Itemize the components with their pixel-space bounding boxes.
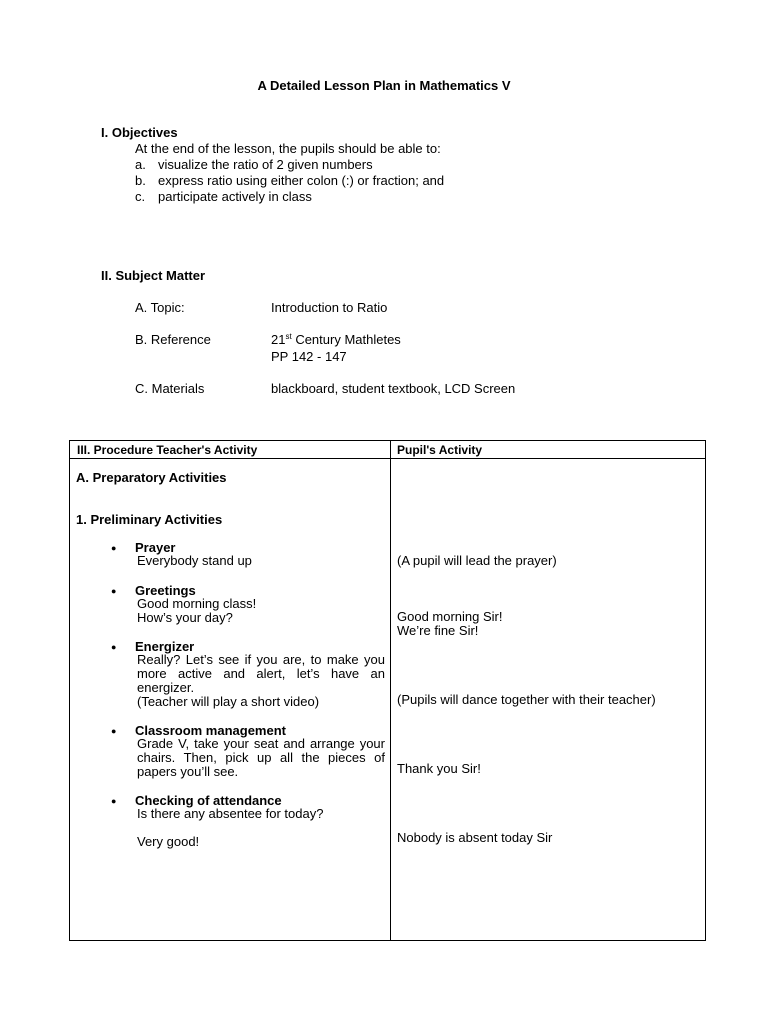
teacher-text: How’s your day?	[137, 610, 233, 625]
teacher-text: Everybody stand up	[137, 553, 252, 568]
pupil-text-greetings-1: Good morning Sir!	[397, 609, 503, 624]
bullet-icon: ●	[111, 543, 117, 553]
item-title: Classroom management	[135, 723, 286, 738]
materials-value: blackboard, student textbook, LCD Screen	[271, 381, 516, 396]
item-title: Energizer	[135, 639, 195, 654]
pupil-text-classroom-management: Thank you Sir!	[397, 761, 481, 776]
subject-matter-heading: II. Subject Matter	[101, 268, 206, 283]
pupil-text-energizer: (Pupils will dance together with their teacher)	[397, 692, 656, 707]
item-title: Prayer	[135, 540, 176, 555]
procedure-table	[69, 440, 706, 941]
bullet-icon: ●	[111, 796, 117, 806]
section-heading: A. Preparatory Activities	[76, 470, 227, 485]
topic-label: A. Topic:	[135, 300, 185, 315]
teacher-text: Grade V, take your seat and arrange your chairs. Then, pick up all the pieces of papers you’ll see.	[137, 736, 385, 779]
reference-value: 21st Century Mathletes	[271, 332, 401, 347]
bullet-icon: ●	[111, 586, 117, 596]
bullet-icon: ●	[111, 726, 117, 736]
teacher-text: Really? Let’s see if you are, to make you more active and alert, let’s have an energizer.	[137, 652, 385, 695]
item-title: Checking of attendance	[135, 793, 282, 808]
objectives-intro: At the end of the lesson, the pupils should be able to:	[135, 141, 441, 156]
objective-item-a: a. visualize the ratio of 2 given numbers	[135, 157, 373, 172]
bullet-icon: ●	[111, 642, 117, 652]
objective-item-c: c. participate actively in class	[135, 189, 312, 204]
item-title: Greetings	[135, 583, 196, 598]
pupil-column-header: Pupil's Activity	[397, 443, 483, 457]
topic-value: Introduction to Ratio	[271, 300, 388, 315]
objective-item-b: b. express ratio using either colon (:) or fraction; and	[135, 173, 445, 188]
pupil-text-attendance: Nobody is absent today Sir	[397, 830, 553, 845]
pupil-text-prayer: (A pupil will lead the prayer)	[397, 553, 557, 568]
reference-label: B. Reference	[135, 332, 211, 347]
teacher-text: Good morning class!	[137, 596, 257, 611]
objectives-heading: I. Objectives	[101, 125, 178, 140]
reference-pages: PP 142 - 147	[271, 349, 347, 364]
page-title: A Detailed Lesson Plan in Mathematics V	[257, 78, 511, 93]
header-divider	[70, 458, 705, 459]
materials-label: C. Materials	[135, 381, 205, 396]
pupil-text-greetings-2: We’re fine Sir!	[397, 623, 479, 638]
teacher-text: Is there any absentee for today?	[137, 806, 324, 821]
subsection-heading: 1. Preliminary Activities	[76, 512, 223, 527]
teacher-text: Very good!	[137, 834, 200, 849]
teacher-text: (Teacher will play a short video)	[137, 694, 320, 709]
column-divider	[390, 441, 391, 940]
teacher-column-header: III. Procedure Teacher's Activity	[77, 443, 258, 457]
